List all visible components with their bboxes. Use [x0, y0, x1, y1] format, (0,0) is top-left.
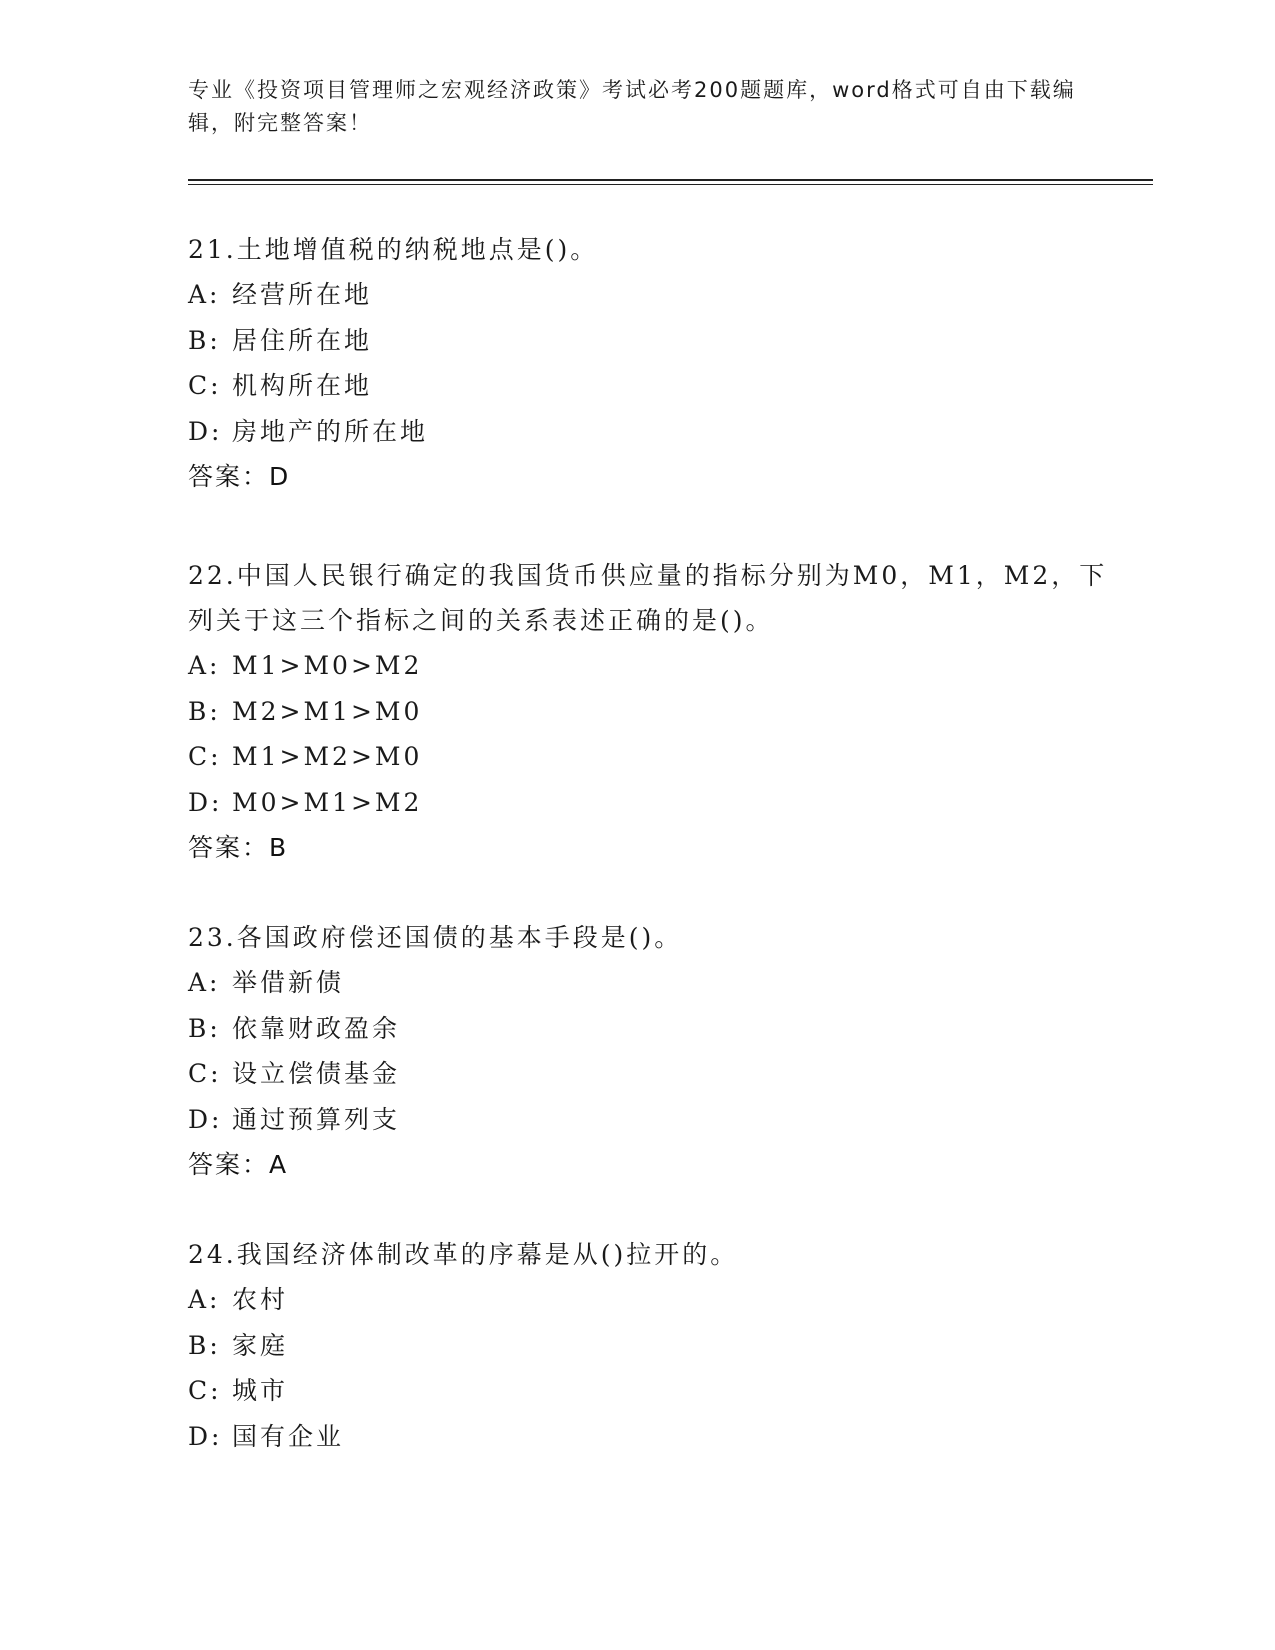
option-key: D: — [188, 416, 223, 446]
option-c — [188, 734, 1108, 780]
option-key: B: — [188, 1013, 221, 1043]
option-key: C: — [188, 1059, 222, 1088]
option-d — [188, 409, 1108, 455]
option-text: 经营所在地 — [232, 280, 373, 309]
option-text: M2>M1>M0 — [232, 696, 423, 726]
option-c — [188, 1368, 1108, 1414]
option-text: 设立偿债基金 — [232, 1059, 401, 1088]
option-text: M1>M2>M0 — [232, 742, 423, 771]
option-key: C: — [188, 742, 222, 771]
option-text: 家庭 — [232, 1330, 289, 1360]
option-text: M0>M1>M2 — [232, 787, 423, 817]
option-text: 机构所在地 — [232, 371, 373, 400]
answer-line: 答案：D — [188, 462, 291, 491]
option-text: M1>M0>M2 — [232, 651, 423, 680]
option-d — [188, 1414, 1108, 1460]
option-b — [188, 1006, 1108, 1052]
option-c — [188, 1051, 1108, 1097]
option-text: 房地产的所在地 — [232, 416, 429, 446]
option-text: 国有企业 — [232, 1421, 345, 1451]
option-key: C: — [188, 371, 222, 400]
option-b — [188, 318, 1108, 364]
answer-line: 答案：B — [188, 833, 289, 862]
option-a — [188, 1277, 1108, 1323]
question-stem: 21.土地增值税的纳税地点是()。 — [188, 235, 599, 264]
option-text: 城市 — [232, 1376, 289, 1405]
question-stem: 22.中国人民银行确定的我国货币供应量的指标分别为M0，M1，M2，下列关于这三个指标之间的关系表述正确的是()。 — [188, 561, 1108, 635]
option-c — [188, 363, 1108, 409]
option-a — [188, 960, 1108, 1006]
option-key: C: — [188, 1376, 222, 1405]
option-key: A: — [188, 1285, 221, 1314]
option-key: B: — [188, 325, 221, 355]
option-text: 依靠财政盈余 — [232, 1013, 401, 1043]
option-b — [188, 689, 1108, 735]
question-21 — [188, 227, 1108, 500]
option-key: A: — [188, 651, 221, 680]
option-d — [188, 780, 1108, 826]
option-key: A: — [188, 280, 221, 309]
option-a — [188, 643, 1108, 689]
option-text: 通过预算列支 — [232, 1104, 401, 1134]
option-key: D: — [188, 1421, 223, 1451]
option-text: 举借新债 — [232, 968, 345, 997]
option-text: 居住所在地 — [232, 325, 373, 355]
option-key: B: — [188, 696, 221, 726]
question-24 — [188, 1232, 1108, 1459]
option-key: D: — [188, 1104, 223, 1134]
answer-line: 答案：A — [188, 1150, 289, 1179]
option-d — [188, 1097, 1108, 1143]
document-intro: 专业《投资项目管理师之宏观经济政策》考试必考200题题库，word格式可自由下载编辑，附完整答案！ — [188, 78, 1076, 135]
question-stem: 24.我国经济体制改革的序幕是从()拉开的。 — [188, 1240, 739, 1269]
header-divider — [188, 179, 1153, 185]
option-text: 农村 — [232, 1285, 289, 1314]
question-23 — [188, 915, 1108, 1188]
option-b — [188, 1323, 1108, 1369]
question-stem: 23.各国政府偿还国债的基本手段是()。 — [188, 923, 683, 952]
option-key: B: — [188, 1330, 221, 1360]
option-key: D: — [188, 787, 223, 817]
option-a — [188, 272, 1108, 318]
question-22 — [188, 553, 1108, 871]
option-key: A: — [188, 968, 221, 997]
